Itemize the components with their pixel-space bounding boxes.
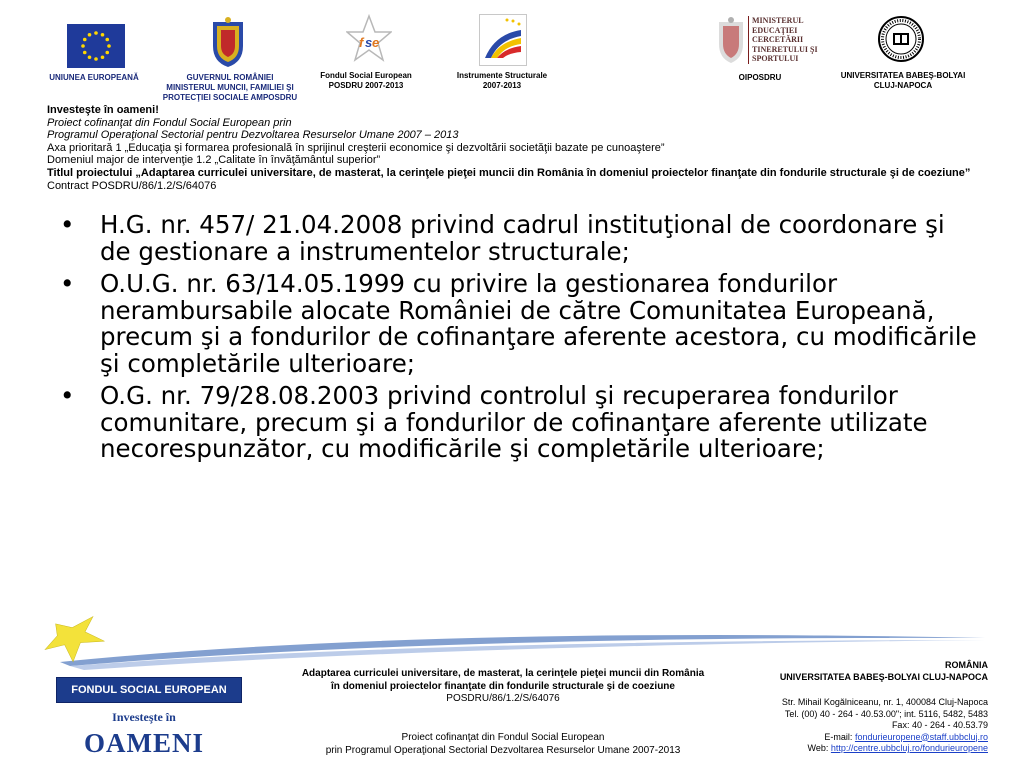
header-contract: Contract POSDRU/86/1.2/S/64076 xyxy=(47,179,217,192)
header-priority-axis: Axa prioritară 1 „Educaţia şi formarea profesională în sprijinul creşterii economice şi dezvoltării societăţii bazate pe cunoaştere” xyxy=(47,141,665,154)
fse-banner: FONDUL SOCIAL EUROPEAN xyxy=(56,677,242,703)
investeste-label: Investeşte în xyxy=(112,710,176,724)
list-item: • H.G. nr. 457/ 21.04.2008 privind cadrul instituţional de coordonare şi de gestionare a instrumentelor structurale; xyxy=(60,210,945,266)
ministry-divider xyxy=(748,16,749,64)
email-link[interactable]: fondurieuropene@staff.ubbcluj.ro xyxy=(854,731,988,742)
footer-institution: ROMÂNIA UNIVERSITATEA BABEŞ-BOLYAI CLUJ-NAPOCA xyxy=(779,660,988,682)
footer-address: Str. Mihail Kogălniceanu, nr. 1, 400084 Cluj-Napoca xyxy=(781,697,988,707)
footer-fax: Fax: 40 - 264 - 40.53.79 xyxy=(891,720,988,730)
footer-email: E-mail: fondurieuropene@staff.ubbcluj.ro xyxy=(824,731,988,742)
header-program: Programul Operaţional Sectorial pentru Dezvoltarea Resurselor Umane 2007 – 2013 xyxy=(47,129,459,142)
svg-text:e: e xyxy=(372,35,380,50)
ministry-education-logo-icon xyxy=(716,16,746,64)
svg-text:f: f xyxy=(359,35,364,50)
footer-project-info: Adaptarea curriculei universitare, de masterat, la cerinţele pieţei muncii din România în domeniul proiectelor finanţate din fondurile structurale şi de coeziune POSDRU/86/1.2/S/64076 xyxy=(301,668,705,704)
bullet-icon: • xyxy=(60,210,75,239)
legislation-list xyxy=(58,212,978,469)
logo-caption-structural: Instrumente Structurale 2007-2013 xyxy=(456,71,548,90)
bullet-icon: • xyxy=(60,269,75,298)
logo-caption-government: GUVERNUL ROMÂNIEI MINISTERUL MUNCII, FAMILIEI ŞI PROTECŢIEI SOCIALE AMPOSDRU xyxy=(162,73,298,102)
web-link[interactable]: http://centre.ubbcluj.ro/fondurieuropene xyxy=(830,743,988,753)
bullet-icon: • xyxy=(60,381,75,410)
structural-instruments-logo-icon xyxy=(479,14,527,66)
oameni-label: OAMENI xyxy=(84,728,204,758)
list-item: • O.G. nr. 79/28.08.2003 privind controlul şi recuperarea fondurilor comunitare, precum şi a fondurilor de cofinanţare aferente utilizate necorespunzător, cu modificările şi completările ulterioare; xyxy=(60,381,928,463)
svg-text:s: s xyxy=(365,35,373,50)
header-intervention-domain: Domeniul major de intervenţie 1.2 „Calitate în învăţământul superior” xyxy=(47,154,381,167)
ubb-seal-icon xyxy=(878,16,924,62)
fse-logo-icon xyxy=(346,14,392,66)
logo-caption-ubb: UNIVERSITATEA BABEŞ-BOLYAI CLUJ-NAPOCA xyxy=(840,71,966,90)
footer-web: Web: http://centre.ubbcluj.ro/fondurieuropene xyxy=(807,743,988,753)
logo-caption-eu: UNIUNEA EUROPEANĂ xyxy=(49,73,139,82)
footer-cofinancing: Proiect cofinanţat din Fondul Social European prin Programul Operaţional Sectorial Dezvoltarea Resurselor Umane 2007-2013 xyxy=(325,732,681,756)
header-cofinancing: Proiect cofinanţat din Fondul Social European prin xyxy=(47,116,292,129)
header-project-title: Titlul proiectului „Adaptarea curriculei universitare, de masterat, la cerinţele pieţei muncii din România în domeniul proiectelor finanţate din fondurile structurale şi de coeziune” xyxy=(47,166,971,179)
footer-phone: Tel. (00) 40 - 264 - 40.53.00"; int. 5116, 5482, 5483 xyxy=(784,708,988,719)
logo-caption-fse: Fondul Social European POSDRU 2007-2013 xyxy=(320,71,412,90)
ministry-logo-text: MINISTERUL EDUCAŢIEI CERCETĂRII TINERETULUI ŞI SPORTULUI xyxy=(752,16,818,63)
star-icon xyxy=(41,615,106,665)
government-crest-icon xyxy=(209,16,247,68)
footer-contact xyxy=(782,697,988,755)
project-header xyxy=(47,104,1007,192)
list-item: • O.U.G. nr. 63/14.05.1999 cu privire la gestionarea fondurilor nerambursabile alocate României de către Comunitatea Europeană, precum şi a fondurilor de cofinanţare aferente acestora, cu modificările şi completările ulterioare; xyxy=(60,269,977,378)
header-slogan: Investeşte în oameni! xyxy=(47,104,159,116)
logo-caption-oiposdru: OIPOSDRU xyxy=(738,73,782,82)
eu-flag-icon xyxy=(67,24,125,68)
